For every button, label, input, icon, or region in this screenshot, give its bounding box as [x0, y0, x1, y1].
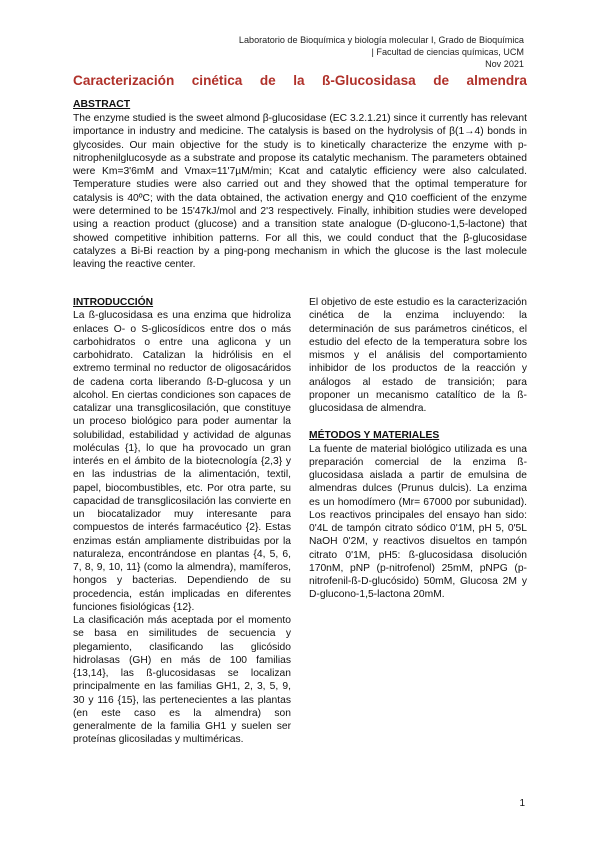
introduction-paragraph-1: La ß-glucosidasa es una enzima que hidroliza enlaces O- o S-glicosídicos entre dos o más carbohidratos o entre una aglicona y un carbohidrato. Catalizan la hidrólisis en el extremo terminal no reductor de oligosacáridos de cadena corta liberando ß-D-glucosa y un alcohol. En ciertas condiciones son capaces de catalizar una transglicosilación, que constituye un proceso biológico para poder aumentar la solubilidad, estabilidad y actividad de algunas moléculas {1}, lo que ha provocado un gran interés en el ámbito de la biotecnología {2,3} y en las industrias de la alimentación, textil, papel, biocombustibles, etc. Por otra parte, su capacidad de transglicosilación las convierte en un biocatalizador muy interesante para compuestos de interés farmacéutico {2}. Estas enzimas están ampliamente distribuidas por la naturaleza, encontrándose en plantas {4, 5, 6, 7, 8, 9, 10, 11} (como la almendra), mamíferos, hongos y bacterias. Dependiendo de su procedencia, están implicadas en diferentes funciones fisiológicas {12}. [73, 310, 291, 613]
methods-paragraph-1: La fuente de material biológico utilizada es una preparación comercial de la enzima ß-glucosidasa aislada a partir de emulsina de almendras dulces (Prunus dulcis). La enzima es un homodímero (Mr= 67000 por subunidad). Los reactivos principales del ensayo han sido: 0'4L de tampón citrato sódico 0'1M, pH 5, 0'5L NaOH 0'2M, y reactivos disueltos en tampón citrato 0'1M, pH5: ß-glucosidasa disolución 170nM, pNP (p-nitrofenol) 25mM, pNPG (p-nitrofenil-ß-D-glucósido) 50mM, Glucosa 2M y D-glucono-1,5-lactona 20mM. [309, 443, 527, 601]
methods-heading: MÉTODOS Y MATERIALES [309, 430, 440, 442]
introduction-paragraph-2: La clasificación más aceptada por el momento se basa en similitudes de secuencia y plegamiento, clasificando las glicósido hidrolasas (GH) en más de 100 familias {13,14}, las ß-glucosidasas se localizan principalmente en las familias GH1, 2, 3, 5, 9, 30 y 116 {15}, las pertenecientes a las plantas (en este caso es la almendra) son generalmente de la familia GH1 y suelen ser proteínas glicosiladas y multiméricas. [73, 615, 291, 746]
header-line-2: | Facultad de ciencias químicas, UCM [371, 47, 524, 57]
page-number: 1 [519, 798, 525, 809]
section-spacer [309, 415, 527, 429]
running-header [194, 34, 524, 70]
right-column [309, 296, 527, 776]
left-column [73, 296, 291, 776]
abstract-heading: ABSTRACT [73, 99, 131, 110]
paper-title: Caracterización cinética de la ß-Glucosidasa de almendra [73, 73, 527, 88]
header-line-3: Nov 2021 [485, 59, 524, 69]
introduction-heading: INTRODUCCIÓN [73, 297, 154, 308]
abstract-text: The enzyme studied is the sweet almond β-glucosidase (EC 3.2.1.21) since it currently has relevant importance in industry and medicine. The catalysis is based on the hydrolysis of β(1→4) bonds in glycosides. Our main objective for the study is to kinetically characterize the enzyme with p-nitrophenilglucosyde as a substrate and propose its catalytic mechanism. The parameters obtained were Km=3'6mM and Vmax=11'7µM/min; Kcat and catalytic efficiency were also calculated. Temperature studies were also carried out and they showed that the optimal temperature for catalysis is 40ºC; with the data obtained, the activation energy and Q10 coefficient of the enzyme were determined to be 15'47kJ/mol and 2'3 respectively. Finally, inhibition studies were developed using a reaction product (glucose) and a transition state analogue (D-glucono-1,5-lactone) that showed competitive inhibition patterns. For all this, we could conduct that the β-glucosidase catalyzes a Bi-Bi reaction by a ping-pong mechanism in which the glucose is the last molecule leaving the reactive center. [73, 113, 527, 271]
introduction-paragraph-3: El objetivo de este estudio es la caracterización cinética de la enzima incluyendo: la determinación de sus parámetros cinéticos, el estudio del efecto de la temperatura sobre los mismos y el análisis del comportamiento inhibidor de los productos de la reacción y análogos al estado de transición; para proponer un mecanismo catalítico de la ß-glucosidasa de almendra. [309, 297, 527, 414]
header-line-1: Laboratorio de Bioquímica y biología molecular I, Grado de Bioquímica [238, 35, 524, 45]
two-column-body [73, 296, 527, 776]
